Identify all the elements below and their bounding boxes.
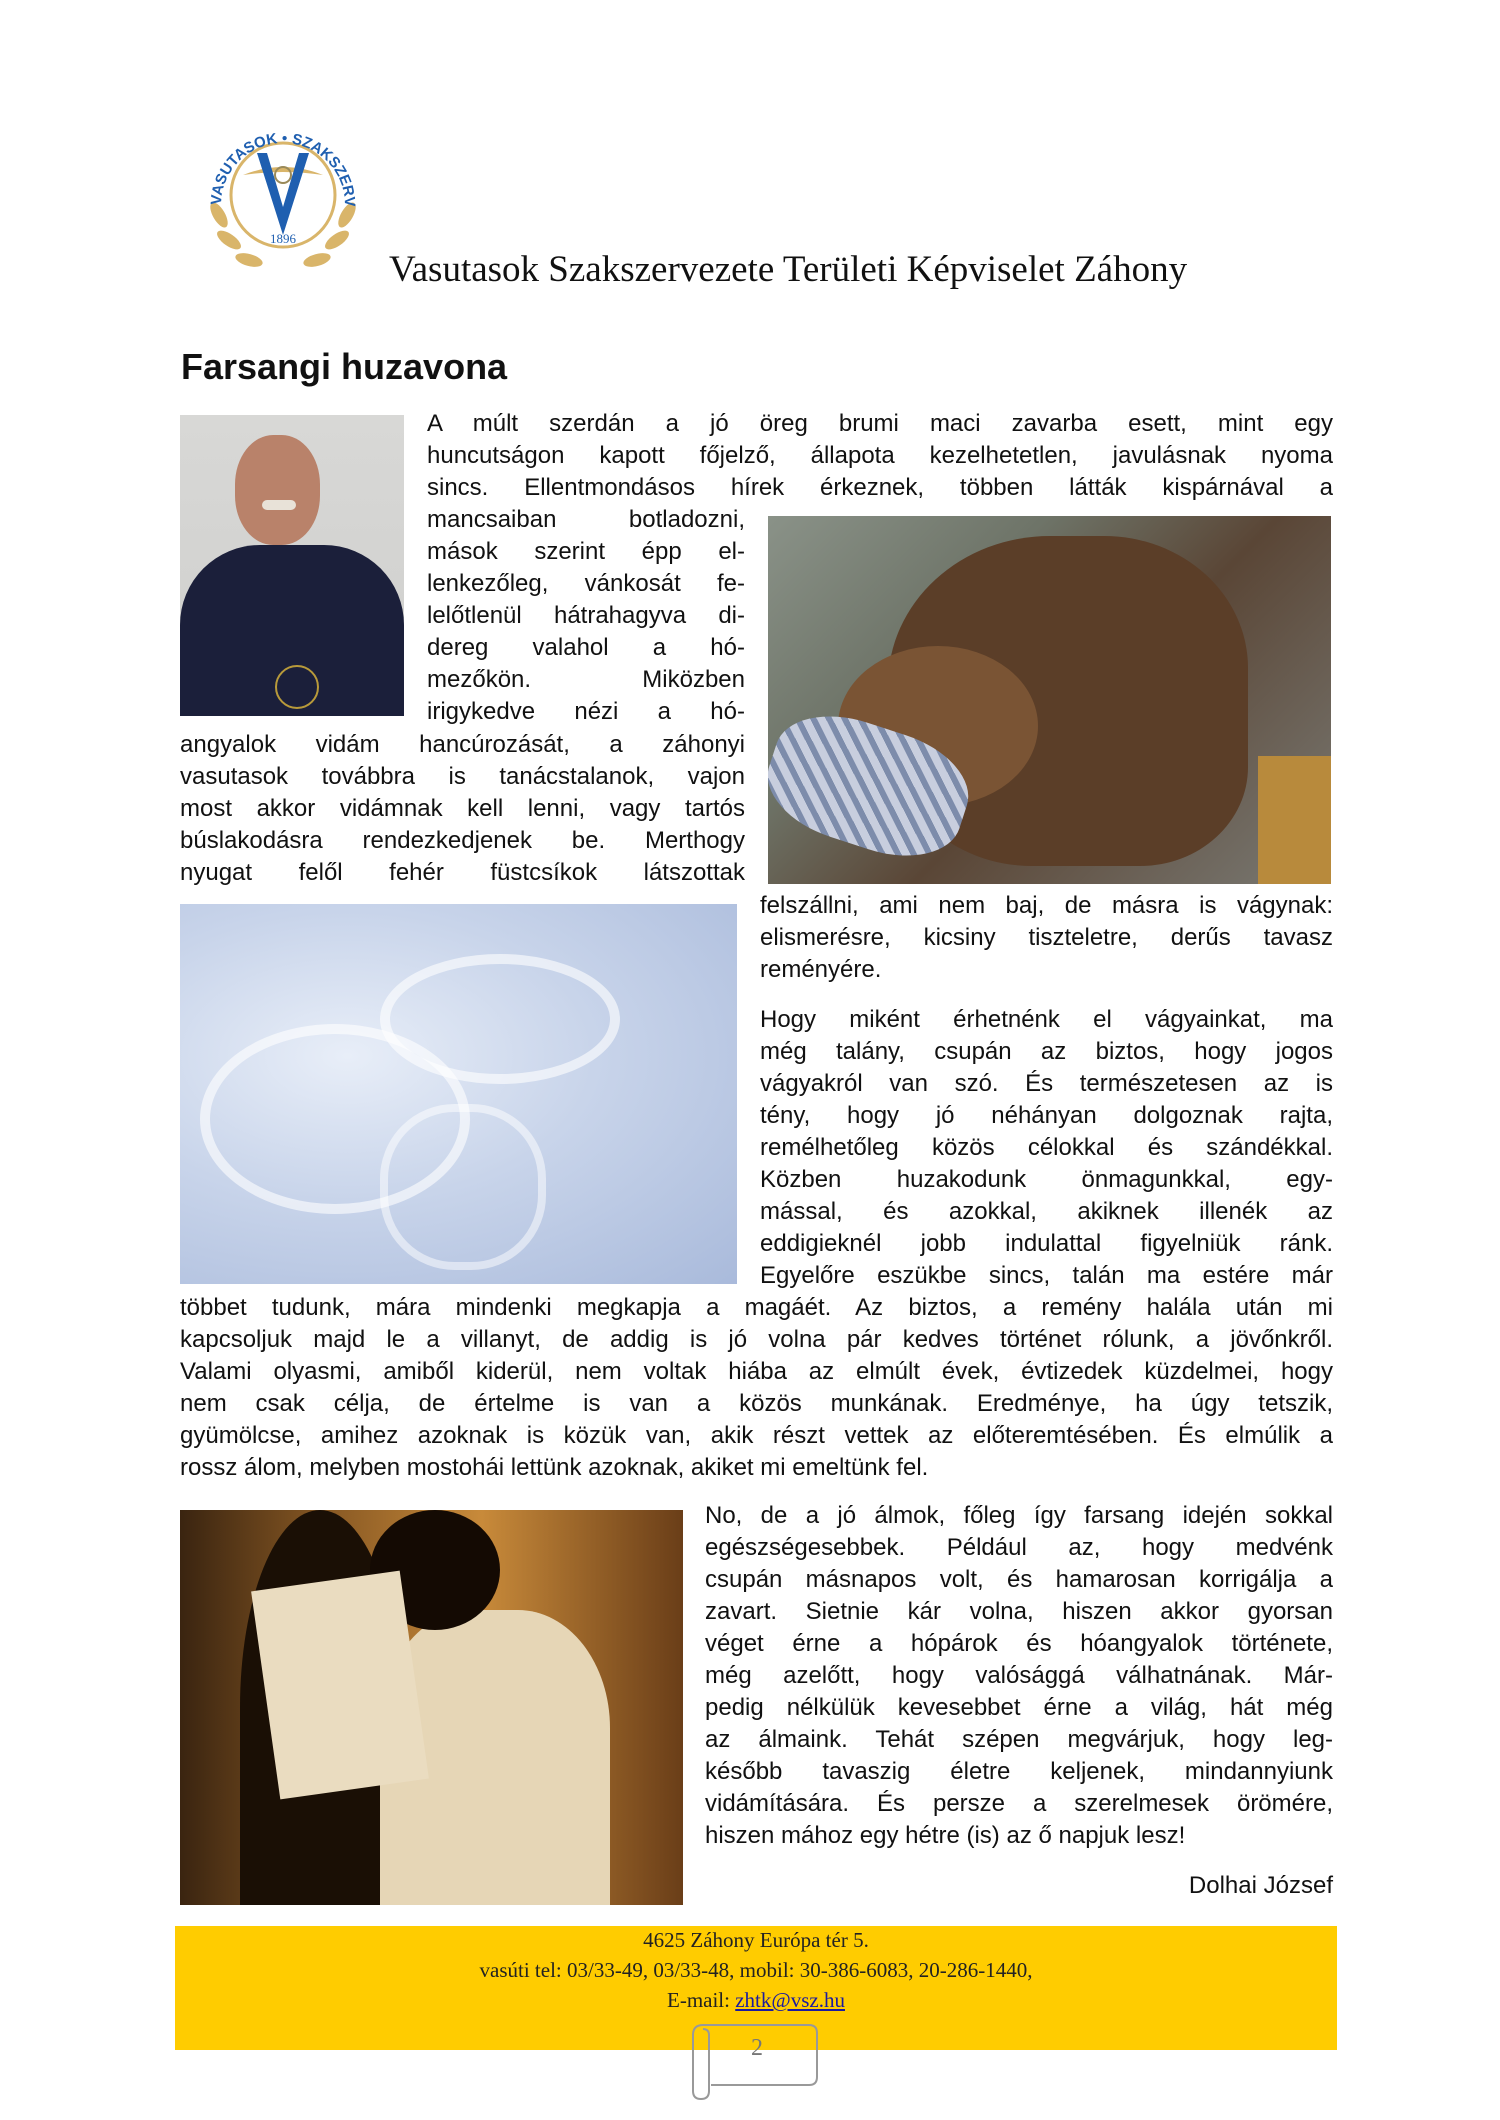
text-line: kapcsoljuk majd le a villanyt, de addig is jó volna pár kedves történet rólunk, a jövőnkről. (180, 1326, 1333, 1353)
footer-email-line (175, 1988, 1337, 2013)
text-line: többet tudunk, mára mindenki megkapja a magáét. Az biztos, a remény halála után mi (180, 1294, 1333, 1321)
footer-email-label: E-mail: (667, 1988, 736, 2012)
couple-with-book-photo (180, 1510, 683, 1905)
text-line: mások szerint épp el- (427, 538, 745, 565)
text-line: elismerésre, kicsiny tiszteletre, derűs tavasz (760, 924, 1333, 951)
text-line: hiszen mához egy hétre (is) az ő napjuk lesz! (705, 1822, 1186, 1849)
snow-angel-photo (180, 904, 737, 1284)
text-line: dereg valahol a hó- (427, 634, 745, 661)
text-line: mezőkön. Miközben (427, 666, 745, 693)
paragraph-2 (760, 1004, 1333, 1292)
text-line: mancsaiban botladozni, (427, 506, 745, 533)
text-line: huncutságon kapott főjelző, állapota kezelhetetlen, javulásnak nyoma (427, 442, 1333, 469)
text-line: No, de a jó álmok, főleg így farsang idején sokkal (705, 1502, 1333, 1529)
text-line: felszállni, ami nem baj, de másra is vágynak: (760, 892, 1333, 919)
text-line: A múlt szerdán a jó öreg brumi maci zavarba esett, mint egy (427, 410, 1333, 437)
text-line: nem csak célja, de értelme is van a közös munkának. Eredménye, ha úgy tetszik, (180, 1390, 1333, 1417)
paragraph-3 (705, 1500, 1333, 1852)
text-line: remélhetőleg közös célokkal és szándékkal. (760, 1134, 1333, 1161)
text-line: mással, és azokkal, akiknek illenék az (760, 1198, 1333, 1225)
author-portrait-photo (180, 415, 404, 716)
sleeping-bear-photo (768, 516, 1331, 884)
text-line: tény, hogy jó néhányan dolgoznak rajta, (760, 1102, 1333, 1129)
text-line: Egyelőre eszükbe sincs, talán ma estére már (760, 1262, 1333, 1289)
paragraph-1-top (427, 408, 1333, 504)
text-line: most akkor vidámnak kell lenni, vagy tartós (180, 795, 745, 822)
paragraph-2-full (180, 1292, 1333, 1484)
text-line: Valami olyasmi, amiből kiderül, nem voltak hiába az elmúlt évek, évtizedek küzdelmei, hogy (180, 1358, 1333, 1385)
logo-year: 1896 (270, 231, 296, 246)
text-line: pedig nélkülük kevesebbet érne a világ, hát még (705, 1694, 1333, 1721)
text-line: vasutasok továbbra is tanácstalanok, vajon (180, 763, 745, 790)
article-title: Farsangi huzavona (181, 346, 508, 387)
footer-email-link[interactable]: zhtk@vsz.hu (735, 1988, 845, 2012)
page-number-scroll (689, 2019, 825, 2101)
text-line: egészségesebbek. Például az, hogy medvénk (705, 1534, 1333, 1561)
text-line: angyalok vidám hancúrozását, a záhonyi (180, 731, 745, 758)
paragraph-1-narrow (427, 504, 745, 728)
footer-phones: vasúti tel: 03/33-49, 03/33-48, mobil: 30-386-6083, 20-286-1440, (479, 1958, 1033, 1982)
text-line: az álmaink. Tehát szépen megvárjuk, hogy leg- (705, 1726, 1333, 1753)
union-logo (191, 95, 375, 280)
organization-title: Vasutasok Szakszervezete Területi Képviselet Záhony (389, 249, 1188, 290)
logo-ring-text: VASUTASOK • SZAKSZERV (207, 129, 359, 208)
author-signature: Dolhai József (1188, 1872, 1333, 1899)
text-line: nyugat felől fehér füstcsíkok látszottak (180, 859, 745, 886)
text-line: még talány, csupán az biztos, hogy jogos (760, 1038, 1333, 1065)
paragraph-1-left (180, 729, 745, 889)
footer-address: 4625 Záhony Európa tér 5. (643, 1928, 869, 1952)
text-line: zavart. Sietnie kár volna, hiszen akkor gyorsan (705, 1598, 1333, 1625)
page-number: 2 (751, 2035, 763, 2061)
text-line: Hogy miként érhetnénk el vágyainkat, ma (760, 1006, 1333, 1033)
paragraph-1-end (760, 890, 1333, 986)
text-line: vidámítására. És persze a szerelmesek örömére, (705, 1790, 1333, 1817)
text-line: lenkezőleg, vánkosát fe- (427, 570, 745, 597)
text-line: később tavaszig életre keljenek, mindannyiunk (705, 1758, 1333, 1785)
text-line: gyümölcse, amihez azoknak is közük van, akik részt vettek az előteremtésében. És elmúlik a (180, 1422, 1333, 1449)
text-line: csupán másnapos volt, és hamarosan korrigálja a (705, 1566, 1333, 1593)
text-line: vágyakról van szó. És természetesen az is (760, 1070, 1333, 1097)
text-line: véget érne a hópárok és hóangyalok története, (705, 1630, 1333, 1657)
text-line: eddigieknél jobb indulattal figyelniük ránk. (760, 1230, 1333, 1257)
text-line: még azelőtt, hogy valósággá válhatnának. Már- (705, 1662, 1333, 1689)
text-line: rossz álom, melyben mostohái lettünk azoknak, akiket mi emeltünk fel. (180, 1454, 929, 1481)
text-line: búslakodásra rendezkedjenek be. Merthogy (180, 827, 745, 854)
text-line: irigykedve nézi a hó- (427, 698, 745, 725)
text-line: sincs. Ellentmondásos hírek érkeznek, többen látták kispárnával a (427, 474, 1333, 501)
text-line: lelőtlenül hátrahagyva di- (427, 602, 745, 629)
text-line: reményére. (760, 956, 882, 983)
text-line: Közben huzakodunk önmagunkkal, egy- (760, 1166, 1333, 1193)
